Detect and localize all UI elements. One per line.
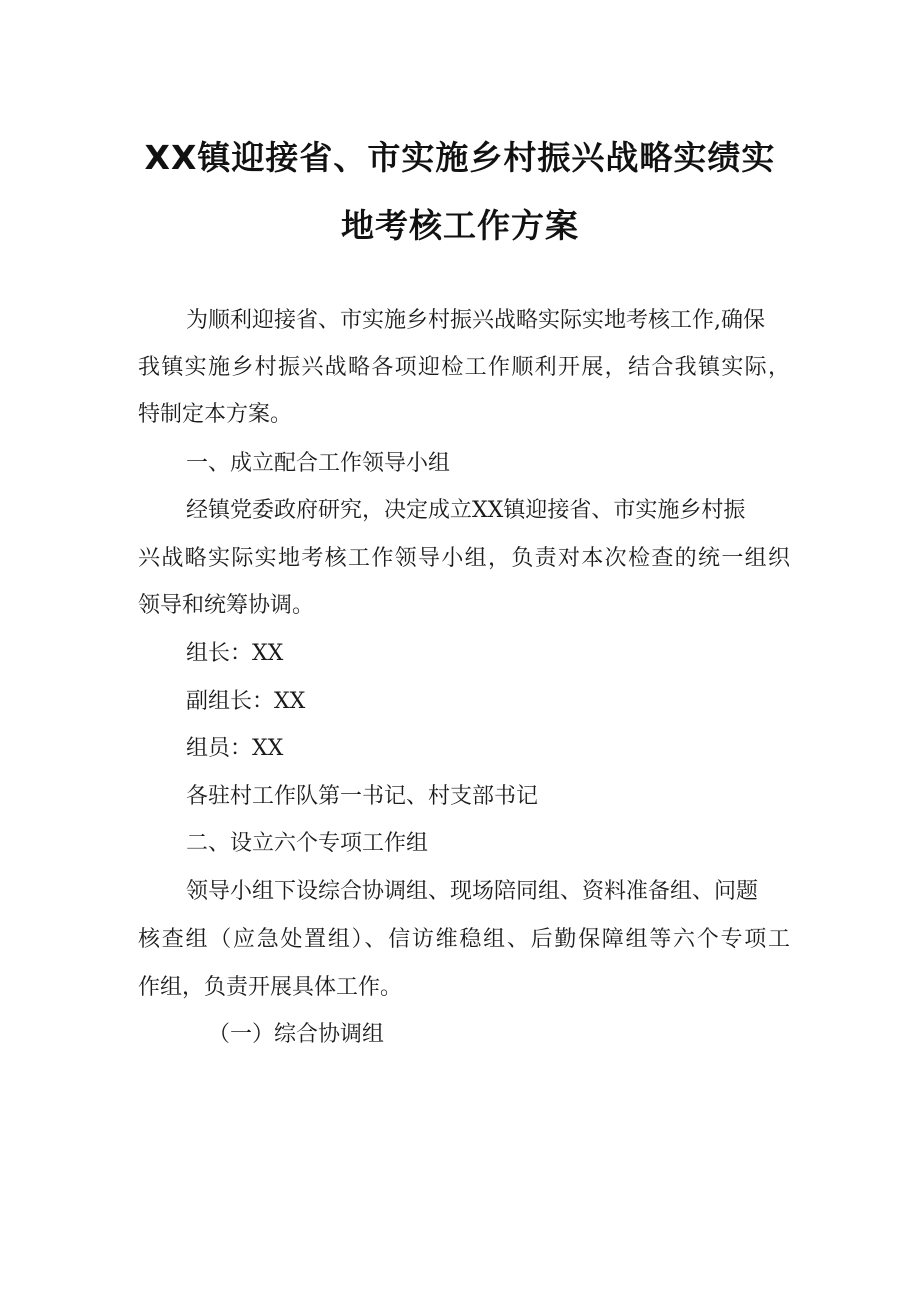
leader-line: 组长：XX <box>186 641 284 666</box>
section1-heading: 一、成立配合工作领导小组 <box>186 451 451 476</box>
members-line: 组员：XX <box>186 736 284 761</box>
subsection1-heading: （一）综合协调组 <box>208 1022 385 1047</box>
intro-paragraph-line-1: 为顺利迎接省、市实施乡村振兴战略实际实地考核工作,确保 <box>186 308 765 333</box>
section1-paragraph-line-3: 领导和统筹协调。 <box>138 593 315 618</box>
document-title-line-2: 地考核工作方案 <box>341 206 579 245</box>
intro-paragraph-line-2: 我镇实施乡村振兴战略各项迎检工作顺利开展，结合我镇实际， <box>138 355 790 380</box>
document-title-line-1: XX镇迎接省、市实施乡村振兴战略实绩实 <box>144 138 776 177</box>
section1-paragraph-line-2: 兴战略实际实地考核工作领导小组，负责对本次检查的统一组织 <box>138 546 790 571</box>
section2-paragraph-line-3: 作组，负责开展具体工作。 <box>138 975 403 1000</box>
section2-heading: 二、设立六个专项工作组 <box>186 831 429 856</box>
section2-paragraph-line-1: 领导小组下设综合协调组、现场陪同组、资料准备组、问题 <box>186 879 759 904</box>
members-extra-line: 各驻村工作队第一书记、村支部书记 <box>186 784 539 809</box>
deputy-leader-line: 副组长：XX <box>186 689 306 714</box>
intro-paragraph-line-3: 特制定本方案。 <box>138 402 293 427</box>
section2-paragraph-line-2: 核查组（应急处置组）、信访维稳组、后勤保障组等六个专项工 <box>138 927 790 952</box>
section1-paragraph-line-1: 经镇党委政府研究，决定成立XX镇迎接省、市实施乡村振 <box>186 498 746 523</box>
